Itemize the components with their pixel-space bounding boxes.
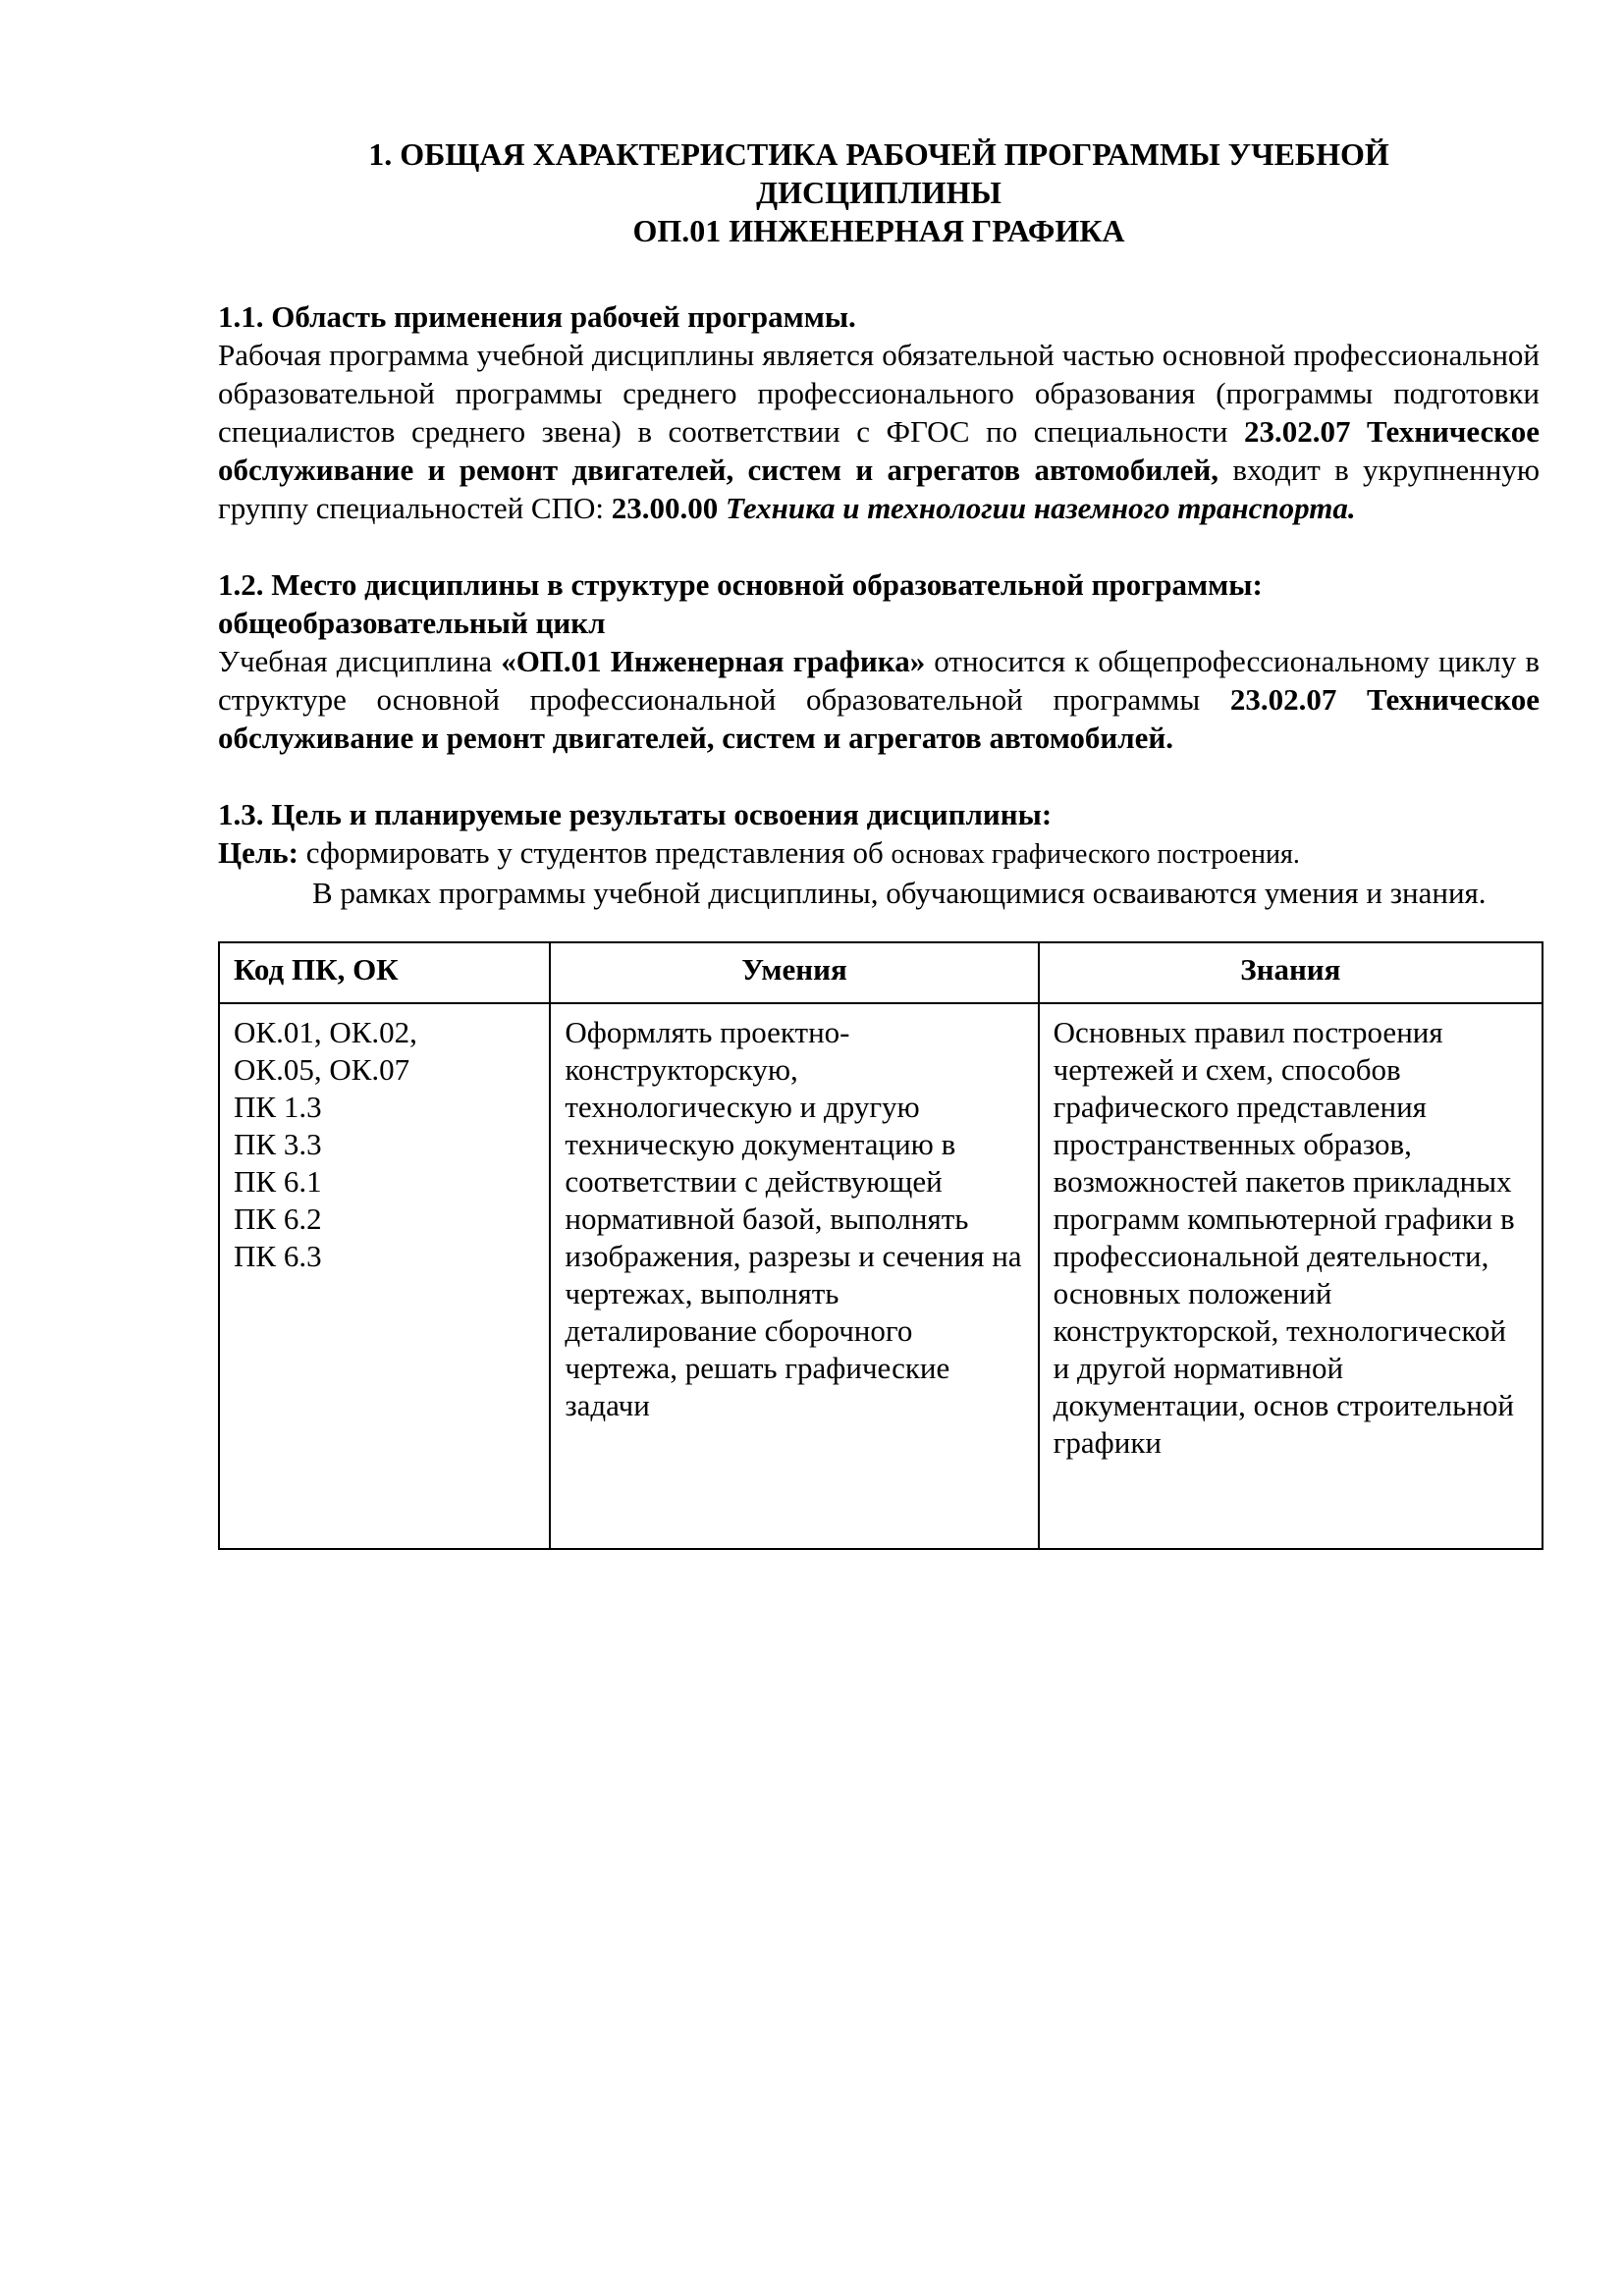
section-3-paragraph: В рамках программы учебной дисциплины, обучающимися осваиваются умения и знания. (312, 876, 1487, 910)
header-skills: Умения (550, 942, 1038, 1003)
section-2-heading (218, 565, 1540, 642)
goal-text: сформировать у студентов представления об (298, 835, 892, 870)
section-1 (218, 297, 1540, 527)
section-3-heading: 1.3. Цель и планируемые результаты освоения дисциплины: (218, 797, 1053, 831)
section-1-heading: 1.1. Область применения рабочей программы. (218, 299, 856, 334)
cell-skills: Оформлять проектно-конструкторскую, технологическую и другую техническую документацию в соответствии с действующей нормативной базой, выполнять изображения, разрезы и сечения на чертежах, выполнять деталирование сборочного чертежа, решать графические задачи (550, 1003, 1038, 1549)
section-1-group-name: Техника и технологии наземного транспорта. (726, 491, 1356, 525)
header-codes: Код ПК, ОК (219, 942, 550, 1003)
section-1-specialty: 23.02.07 Техническое обслуживание и ремонт двигателей, систем и агрегатов автомобилей, (218, 414, 1541, 487)
section-2 (218, 565, 1540, 757)
competencies-table (218, 941, 1543, 1550)
header-knowledge: Знания (1039, 942, 1543, 1003)
code-item: ПК 1.3 (234, 1090, 322, 1124)
goal-label: Цель: (218, 835, 298, 870)
section-2-text (218, 642, 1540, 757)
code-item: ПК 6.2 (234, 1201, 322, 1236)
section-2-text-part2: относится к общепрофессиональному циклу в структуре основной профессиональной образовательной программы (218, 644, 1540, 717)
section-2-heading-line-1: 1.2. Место дисциплины в структуре основной образовательной программы: (218, 567, 1263, 602)
section-3-goal (218, 833, 1540, 874)
section-2-specialty: 23.02.07 Техническое обслуживание и ремонт двигателей, систем и агрегатов автомобилей. (218, 682, 1540, 755)
code-item: ОК.01, ОК.02, (234, 1015, 417, 1049)
code-item: ПК 3.3 (234, 1127, 322, 1161)
section-1-text-part1: Рабочая программа учебной дисциплины является обязательной частью основной профессиональной образовательной программы среднего профессионального образования (программы подготовки специалистов среднего звена) в соответствии с ФГОС по специальности (218, 338, 1540, 449)
code-item: ПК 6.3 (234, 1239, 322, 1273)
section-3 (218, 795, 1540, 912)
code-item: ОК.05, ОК.07 (234, 1052, 410, 1087)
section-2-discipline: «ОП.01 Инженерная графика» (501, 644, 926, 678)
document-title (218, 135, 1540, 250)
section-1-text-part2: входит в укрупненную группу специальностей СПО: (218, 453, 1540, 525)
section-1-text (218, 336, 1540, 527)
section-2-heading-line-2: общеобразовательный цикл (218, 606, 606, 640)
title-line-1: 1. ОБЩАЯ ХАРАКТЕРИСТИКА РАБОЧЕЙ ПРОГРАММЫ УЧЕБНОЙ (368, 136, 1389, 172)
title-line-2: ДИСЦИПЛИНЫ (756, 175, 1001, 210)
code-item: ПК 6.1 (234, 1164, 322, 1199)
section-1-group-code: 23.00.00 (611, 491, 719, 525)
title-line-3: ОП.01 ИНЖЕНЕРНАЯ ГРАФИКА (632, 213, 1125, 248)
document-page (218, 135, 1540, 1550)
section-2-text-part1: Учебная дисциплина (218, 644, 502, 678)
cell-codes (219, 1003, 550, 1549)
goal-text-small: основах графического построения. (891, 839, 1300, 870)
table-row (219, 1003, 1543, 1549)
cell-knowledge: Основных правил построения чертежей и схем, способов графического представления пространственных образов, возможностей пакетов прикладных программ компьютерной графики в профессиональной деятельности, основных положений конструкторской, технологической и другой нормативной документации, основ строительной графики (1039, 1003, 1543, 1549)
table-header-row (219, 942, 1543, 1003)
